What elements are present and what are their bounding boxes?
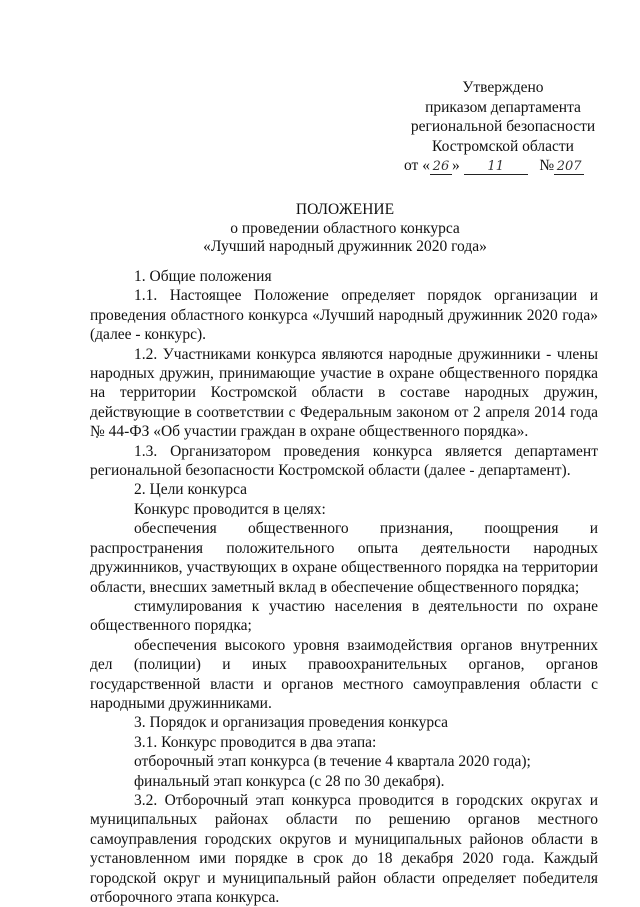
paragraph-1-3: 1.3. Организатором проведения конкурса является департамент региональной безопасности Костромской области (далее - департамент). [90, 442, 598, 480]
section-heading-general: 1. Общие положения [134, 268, 272, 285]
paragraph-goals-intro: Конкурс проводится в целях: [134, 500, 326, 518]
paragraph-3-1: 3.1. Конкурс проводится в два этапа: [134, 733, 377, 751]
document-heading: ПОЛОЖЕНИЕ [295, 201, 395, 218]
paragraph-goal-recognition: обеспечения общественного признания, поощрения и распространения положительного опыта деятельности народных дружинников, участвующих в охране общественного порядка на территории области, внесших заметный вклад в обеспечение общественного порядка; [90, 520, 598, 596]
document-contest-name: «Лучший народный дружинник 2020 года» [203, 238, 487, 255]
document-body [90, 267, 598, 907]
approval-line-region: Костромской области [432, 137, 574, 155]
handwritten-number: 207 [554, 159, 584, 175]
approval-line-approved: Утверждено [462, 79, 544, 96]
paragraph-1-2: 1.2. Участниками конкурса являются народные дружинники - члены народных дружин, принимающие участие в охране общественного порядка на территории Костромской области в составе народных дружин, действующие в соответствии с Федеральным законом от 2 апреля 2014 года № 44-ФЗ «Об участии граждан в охране общественного порядка». [90, 345, 598, 441]
number-prefix: № [539, 157, 555, 175]
paragraph-stage-final: финальный этап конкурса (с 28 по 30 декабря). [134, 772, 445, 790]
paragraph-goal-cooperation: обеспечения высокого уровня взаимодействия органов внутренних дел (полиции) и иных правоохранительных органов, органов государственной власти и органов местного самоуправления области с народными дружинниками. [90, 636, 598, 712]
handwritten-day: 26 [430, 159, 452, 175]
approval-date-line [398, 156, 608, 176]
approval-stamp-block [398, 78, 608, 176]
section-heading-goals: 2. Цели конкурса [134, 481, 248, 499]
paragraph-3-2: 3.2. Отборочный этап конкурса проводится в городских округах и муниципальных районах области по решению органов местного самоуправления городских округов и муниципальных районов области в установленном ими порядке в срок до 18 декабря 2020 года. Каждый городской округ и муниципальный район области определяет победителя отборочного этапа конкурса. [90, 791, 598, 906]
document-subtitle: о проведении областного конкурса [230, 219, 460, 237]
date-mid: » [451, 157, 460, 175]
handwritten-month: 11 [464, 159, 528, 175]
paragraph-goal-stimulation: стимулирования к участию населения в деятельности по охране общественного порядка; [90, 597, 598, 635]
paragraph-1-1: 1.1. Настоящее Положение определяет порядок организации и проведения областного конкурса «Лучший народный дружинник 2020 года» (далее - конкурс). [90, 287, 598, 344]
date-prefix: от « [404, 157, 430, 175]
paragraph-stage-qualifying: отборочный этап конкурса (в течение 4 квартала 2020 года); [134, 753, 531, 771]
approval-line-order: приказом департамента [425, 98, 581, 116]
approval-line-department: региональной безопасности [410, 118, 596, 136]
document-title-block [90, 201, 600, 257]
section-heading-procedure: 3. Порядок и организация проведения конкурса [134, 714, 449, 732]
